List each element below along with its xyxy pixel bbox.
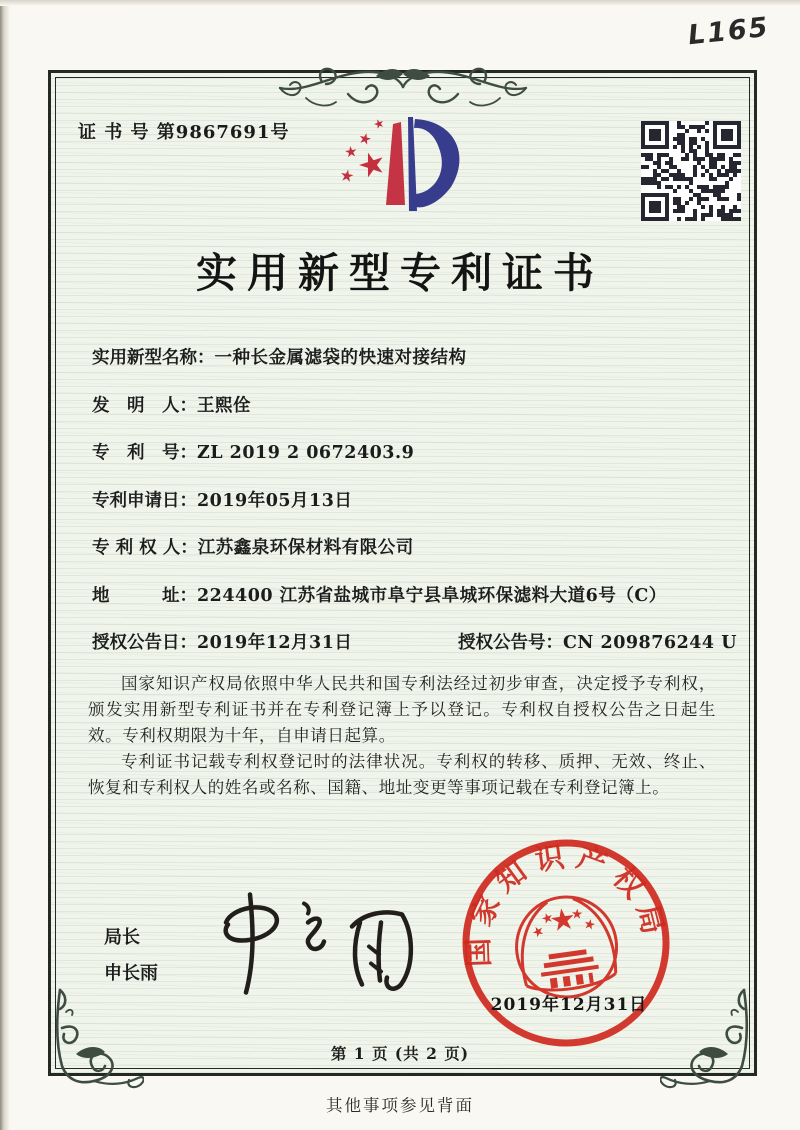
grant-number-pair: [458, 631, 737, 655]
official-seal-icon: [441, 818, 692, 1069]
field-value: 江苏鑫泉环保材料有限公司: [197, 538, 414, 558]
seal-text: 国家知识产权局: [460, 838, 673, 968]
legal-paragraph-1: 国家知识产权局依照中华人民共和国专利法经过初步审查，决定授予专利权，颁发实用新型专利证书并在专利登记簿上予以登记。专利权自授权公告之日起生效。专利权期限为十年，自申请日起算。: [88, 674, 716, 745]
grant-row: [92, 631, 738, 655]
cnipa-logo-icon: [330, 102, 475, 224]
signer-title: 局长: [104, 927, 140, 948]
legal-text: [88, 671, 716, 801]
grant-date-pair: [92, 631, 458, 655]
back-note: 其他事项参见背面: [326, 1096, 474, 1115]
field-row-inventor: [92, 394, 738, 418]
field-list: [92, 346, 738, 655]
legal-paragraph-2: 专利证书记载专利权登记时的法律状况。专利权的转移、质押、无效、终止、恢复和专利权人的姓名或名称、国籍、地址变更等事项记载在专利登记簿上。: [88, 752, 716, 797]
field-row-address: [92, 584, 738, 608]
field-row-patentee: [92, 536, 738, 560]
certificate-number: 证 书 号 第9867691号: [78, 122, 290, 143]
photo-edge-shadow-top: [0, 0, 800, 6]
photo-edge-shadow: [0, 0, 10, 1130]
field-value: 王熙佺: [197, 395, 251, 416]
seal-date: 2019年12月31日: [490, 995, 648, 1015]
handwritten-note: L165: [686, 11, 771, 52]
signer-name: 申长雨: [104, 963, 158, 984]
field-label: 专 利 号：: [92, 443, 197, 463]
grant-date-label: 授权公告日：: [92, 633, 197, 653]
field-label: 地 址：: [92, 585, 197, 606]
field-row-filing-date: [92, 489, 738, 513]
field-label: 实用新型名称：: [92, 348, 215, 368]
field-label: 专 利 权 人：: [92, 538, 198, 558]
grant-number-label: 授权公告号：: [458, 633, 563, 653]
field-row-patent-number: [92, 441, 738, 465]
field-row-utility-model-name: [92, 346, 738, 370]
page-number: 第 1 页 (共 2 页): [330, 1044, 470, 1063]
signature-autograph-icon: [212, 886, 442, 1001]
field-label: 专利申请日：: [92, 490, 197, 511]
field-value: 2019年05月13日: [197, 490, 353, 511]
field-value: 一种长金属滤袋的快速对接结构: [214, 348, 467, 368]
certificate-title: 实用新型专利证书: [196, 249, 604, 297]
field-value: ZL 2019 2 0672403.9: [197, 443, 415, 463]
field-label: 发 明 人：: [92, 395, 197, 416]
qr-code: [641, 121, 741, 221]
field-value: 224400 江苏省盐城市阜宁县阜城环保滤料大道6号（C）: [197, 585, 667, 606]
signer-block: [104, 920, 158, 992]
grant-date-value: 2019年12月31日: [197, 633, 353, 653]
grant-number-value: CN 209876244 U: [563, 633, 737, 653]
